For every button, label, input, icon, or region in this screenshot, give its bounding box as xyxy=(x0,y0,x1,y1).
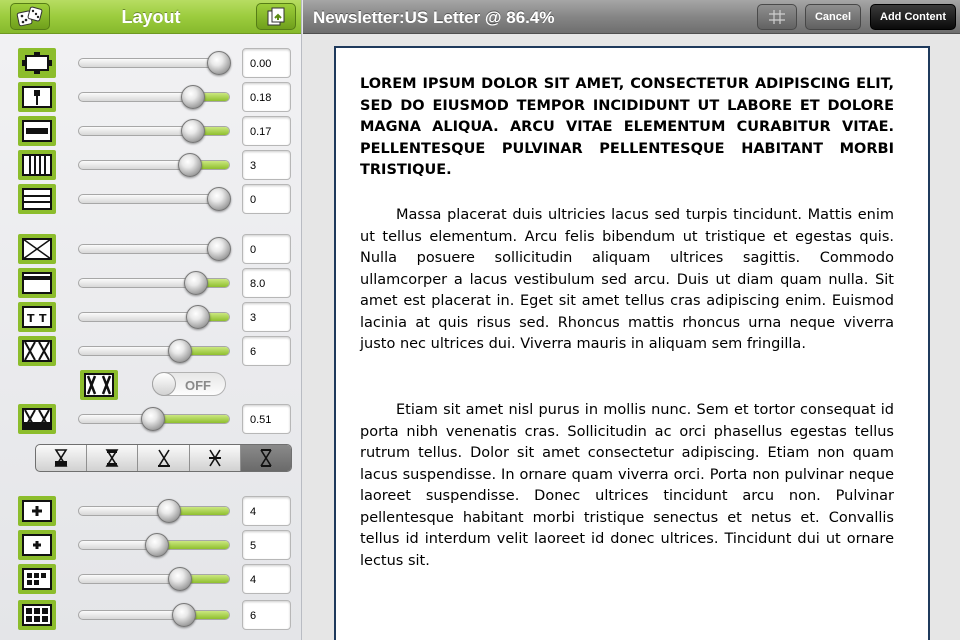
value-field[interactable]: 8.0 xyxy=(242,268,291,298)
layout-control-row xyxy=(0,48,302,78)
slider-knob[interactable] xyxy=(157,499,181,523)
toggle-row xyxy=(0,368,302,400)
slider-knob[interactable] xyxy=(207,51,231,75)
document-paragraph: Etiam sit amet nisl purus in mollis nunc. Sem et tortor consequat id porta nibh venenatis cras. Sollicitudin ac orci phasellus egestas tellus rutrum tellus. Dolor sit amet consectetur adipiscing. Etiam non quam lacus suspendisse. In ornare quam viverra orci. Porta non pulvinar neque laoreet suspendisse. Donec ultrices tincidunt arcu non. Pulvinar pellentesque habitant morbi tristique senectus et netus et. Convallis tellus id interdum velit laoreet id donec ultrices. Tincidunt dui ut ornare lectus sit. xyxy=(360,402,894,569)
slider-knob[interactable] xyxy=(207,237,231,261)
pages-button[interactable] xyxy=(256,3,296,30)
layout-control-row xyxy=(0,600,302,630)
slider-knob[interactable] xyxy=(181,85,205,109)
grid-large-icon xyxy=(18,600,56,630)
layout-slider[interactable] xyxy=(78,244,230,254)
toggle-state-label: OFF xyxy=(185,378,211,393)
grid-icon xyxy=(768,9,786,25)
layout-control-row xyxy=(0,82,302,112)
split-cross-icon xyxy=(18,404,56,434)
slider-knob[interactable] xyxy=(168,567,192,591)
align-bottom-icon xyxy=(53,449,69,467)
layout-control-row xyxy=(0,116,302,146)
layout-slider[interactable] xyxy=(78,610,230,620)
add-content-button[interactable]: Add Content xyxy=(870,4,956,30)
slider-knob[interactable] xyxy=(207,187,231,211)
layout-control-row xyxy=(0,150,302,180)
margin-all-icon xyxy=(18,48,56,78)
value-field[interactable]: 0 xyxy=(242,184,291,214)
value-field[interactable]: 0.17 xyxy=(242,116,291,146)
align-top-icon xyxy=(156,449,172,467)
slider-knob[interactable] xyxy=(141,407,165,431)
layout-control-row xyxy=(0,184,302,214)
mirror-toggle-switch[interactable] xyxy=(152,372,226,396)
align-middle-icon xyxy=(104,449,120,467)
value-field[interactable]: 0.00 xyxy=(242,48,291,78)
columns-icon xyxy=(18,150,56,180)
layout-control-row xyxy=(0,564,302,594)
layout-slider[interactable] xyxy=(78,160,230,170)
plus-box-icon xyxy=(18,496,56,526)
value-field[interactable]: 0 xyxy=(242,234,291,264)
layout-slider[interactable] xyxy=(78,574,230,584)
svg-text:T: T xyxy=(39,312,47,325)
mirror-cross-icon xyxy=(80,370,118,400)
layout-control-row xyxy=(0,530,302,560)
layout-slider[interactable] xyxy=(78,506,230,516)
segment-align-bottom[interactable] xyxy=(36,445,87,471)
layout-control-row xyxy=(0,302,302,332)
value-field[interactable]: 5 xyxy=(242,530,291,560)
slider-knob[interactable] xyxy=(168,339,192,363)
value-field[interactable]: 6 xyxy=(242,600,291,630)
value-field[interactable]: 6 xyxy=(242,336,291,366)
rows-icon xyxy=(18,184,56,214)
layout-slider[interactable] xyxy=(78,414,230,424)
layout-slider[interactable] xyxy=(78,58,230,68)
layout-slider[interactable] xyxy=(78,312,230,322)
document-toolbar xyxy=(303,0,960,34)
layout-panel xyxy=(0,0,302,640)
layout-slider[interactable] xyxy=(78,126,230,136)
slider-knob[interactable] xyxy=(184,271,208,295)
diagonal-cross-icon xyxy=(18,234,56,264)
layout-slider[interactable] xyxy=(78,540,230,550)
cancel-button[interactable]: Cancel xyxy=(805,4,861,30)
layout-control-row xyxy=(0,404,302,434)
panel-title: Layout xyxy=(121,7,181,27)
slider-knob[interactable] xyxy=(145,533,169,557)
header-bar-icon xyxy=(18,268,56,298)
margin-horizontal-icon xyxy=(18,82,56,112)
segment-align-center[interactable] xyxy=(190,445,241,471)
layout-slider[interactable] xyxy=(78,92,230,102)
text-columns-icon xyxy=(18,302,56,332)
grid-small-icon xyxy=(18,564,56,594)
slider-knob[interactable] xyxy=(181,119,205,143)
layout-slider[interactable] xyxy=(78,194,230,204)
layout-control-row xyxy=(0,336,302,366)
align-center-icon xyxy=(207,449,223,467)
pages-icon xyxy=(265,6,287,28)
svg-text:T: T xyxy=(27,312,35,325)
slider-knob[interactable] xyxy=(186,305,210,329)
grid-toggle-button[interactable] xyxy=(757,4,797,30)
plus-box-small-icon xyxy=(18,530,56,560)
document-paragraph: Massa placerat duis ultricies lacus sed turpis tincidunt. Mattis enim ut tellus elementum. Arcu felis bibendum ut tristique et egestas quis. Nulla posuere sollicitudin aliquam ultrices sagittis. Commodo ullamcorper a lacus vestibulum sed arcu. Duis ut diam quam nulla. Sit amet est placerat in. Eget sit amet tellus cras adipiscing enim. Euismod lacinia at quis risus sed. Rhoncus mattis rhoncus urna neque viverra justo nec ultrices dui. Viverra mauris in aliquam sem fringilla. xyxy=(360,207,894,352)
panel-header xyxy=(0,0,302,34)
document-heading: LOREM IPSUM DOLOR SIT AMET, CONSECTETUR ADIPISCING ELIT, SED DO EIUSMOD TEMPOR INCIDIDUNT UT LABORE ET DOLORE MAGNA ALIQUA. ARCU VITAE ELEMENTUM CURABITUR VITAE. PELLENTESQUE PULVINAR PELLENTESQUE HABITANT MORBI TRISTIQUE. xyxy=(360,76,894,178)
margin-vertical-icon xyxy=(18,116,56,146)
layout-slider[interactable] xyxy=(78,278,230,288)
segment-align-top[interactable] xyxy=(138,445,189,471)
layout-control-row xyxy=(0,268,302,298)
alignment-segmented-control[interactable] xyxy=(35,444,292,472)
slider-knob[interactable] xyxy=(172,603,196,627)
double-cross-icon xyxy=(18,336,56,366)
document-title: Newsletter:US Letter @ 86.4% xyxy=(313,8,555,27)
segment-align-middle[interactable] xyxy=(87,445,138,471)
align-fill-icon xyxy=(258,449,274,467)
value-field[interactable]: 4 xyxy=(242,496,291,526)
segment-align-fill[interactable] xyxy=(241,445,291,471)
layout-control-row xyxy=(0,496,302,526)
layout-slider[interactable] xyxy=(78,346,230,356)
value-field[interactable]: 3 xyxy=(242,302,291,332)
layout-control-row xyxy=(0,234,302,264)
value-field[interactable]: 0.18 xyxy=(242,82,291,112)
slider-knob[interactable] xyxy=(178,153,202,177)
toggle-knob[interactable] xyxy=(152,372,176,396)
value-field[interactable]: 4 xyxy=(242,564,291,594)
value-field[interactable]: 3 xyxy=(242,150,291,180)
document-page[interactable] xyxy=(334,46,930,640)
value-field[interactable]: 0.51 xyxy=(242,404,291,434)
